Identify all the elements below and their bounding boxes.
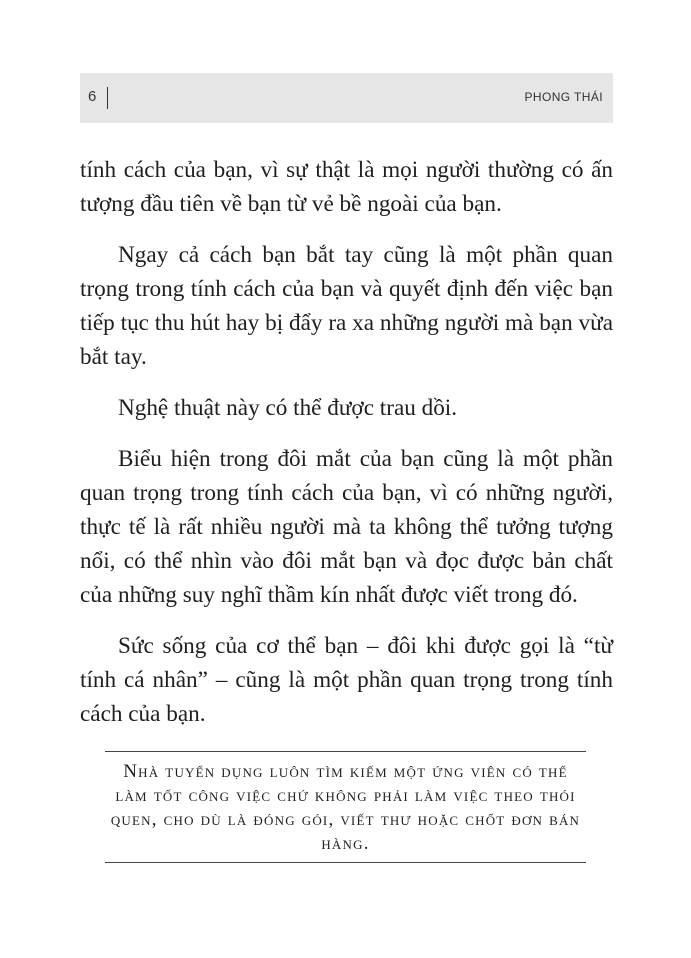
pullquote (105, 751, 586, 863)
paragraph-vitality: Sức sống của cơ thể bạn – đôi khi được gọi là “từ tính cá nhân” – cũng là một phần quan trọng trong tính cách của bạn. (80, 633, 613, 727)
running-title: PHONG THÁI (524, 90, 603, 104)
body-text (80, 153, 613, 748)
running-header (80, 73, 613, 123)
paragraph-continuation: tính cách của bạn, vì sự thật là mọi người thường có ấn tượng đầu tiên về bạn từ vẻ bề ngoài của bạn. (80, 157, 613, 217)
paragraph-art: Nghệ thuật này có thể được trau dồi. (118, 395, 458, 421)
paragraph-eyes: Biểu hiện trong đôi mắt của bạn cũng là một phần quan trọng trong tính cách của bạn, vì có những người, thực tế là rất nhiều người mà ta không thể tưởng tượng nổi, có thể nhìn vào đôi mắt bạn và đọc được bản chất của những suy nghĩ thầm kín nhất được viết trong đó. (80, 446, 613, 608)
pullquote-text: Nhà tuyển dụng luôn tìm kiếm một ứng viên có thể làm tốt công việc chứ không phải làm việc theo thói quen, cho dù là đóng gói, viết thư hoặc chốt đơn bán hàng. (110, 761, 581, 854)
header-divider (107, 87, 108, 109)
page-number: 6 (88, 88, 97, 105)
paragraph-handshake: Ngay cả cách bạn bắt tay cũng là một phần quan trọng trong tính cách của bạn và quyết định đến việc bạn tiếp tục thu hút hay bị đẩy ra xa những người mà bạn vừa bắt tay. (80, 242, 613, 370)
